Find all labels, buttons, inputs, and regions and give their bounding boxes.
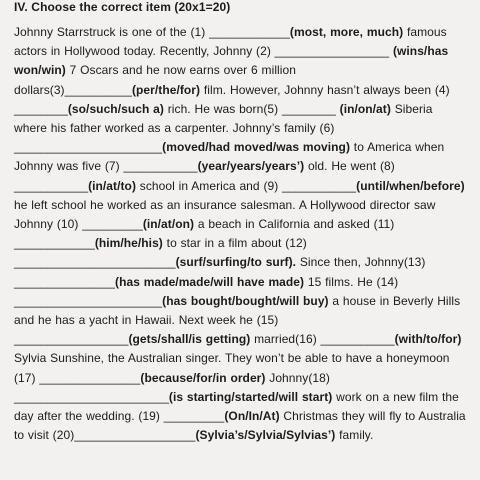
passage-text: old. He went (8) ___________ (14, 159, 395, 193)
passage-text: school in America and (9) ___________ (136, 178, 357, 193)
passage-text: a house in Beverly Hills and he has a yacht in Hawaii. Next week he (15) _________________ (14, 293, 461, 347)
passage-text: Sylvia Sunshine, the Australian singer. They won’t be able to have a honeymoon (17) _______________ (14, 351, 450, 385)
answer-options: (him/he/his) (94, 236, 163, 251)
passage-text: Johnny(18) _______________________ (14, 370, 330, 404)
answer-options: (has made/made/will have made) (115, 274, 305, 289)
answer-options: (gets/shall/is getting) (128, 332, 251, 347)
passage-text: Christmas they will fly to Australia to visit (20)__________________ (14, 409, 466, 443)
passage-text: Johnny Starrstruck is one of the (1) ____________ (14, 25, 290, 39)
answer-options: (until/when/before) (356, 178, 465, 193)
passage-text: to star in a film about (12) ________________________ (14, 236, 307, 270)
answer-options: (Sylvia’s/Sylvia/Sylvias’) (195, 428, 336, 443)
answer-options: (per/the/for) (131, 82, 201, 97)
exercise-heading: IV. Choose the correct item (20x1=20) (14, 0, 231, 14)
answer-options: (year/years/years’) (197, 159, 305, 174)
answer-options: (is starting/started/will start) (168, 389, 333, 404)
answer-options: (in/at/on) (142, 217, 195, 232)
answer-options: (On/In/At) (224, 409, 280, 424)
passage-text: 15 films. He (14) ______________________ (14, 274, 399, 308)
passage-text: married(16) ___________ (250, 332, 395, 347)
answer-options: (in/on/at) (335, 101, 391, 116)
passage-text: film. However, Johnny hasn’t always been (4) ________ (14, 82, 450, 116)
answer-options: (wins/has won/win) (14, 44, 449, 78)
answer-options: (in/at/to) (88, 178, 136, 193)
passage-text: rich. He was born(5) ________ (163, 101, 336, 116)
passage-text: family. (335, 428, 374, 443)
answer-options: (with/to/for) (394, 332, 462, 347)
answer-options: (because/for/in order) (140, 370, 266, 385)
answer-options: (has bought/bought/will buy) (162, 293, 329, 308)
passage-text: a beach in California and asked (11) ____________ (14, 217, 395, 251)
answer-options: (moved/had moved/was moving) (162, 140, 351, 155)
passage-text: to America when Johnny was five (7) ___________ (14, 140, 445, 174)
passage-text: Since then, Johnny(13) _______________ (14, 255, 426, 289)
passage-text: Siberia where his father worked as a carpenter. Johnny’s family (6) ______________________ (14, 101, 433, 155)
passage-text: he left school he worked as an insurance salesman. A Hollywood director saw Johnny (10) _________ (14, 197, 436, 232)
passage-text: 7 Oscars and he now earns over 6 million dollars(3)__________ (14, 63, 296, 97)
passage-text: famous actors in Hollywood today. Recently, Johnny (2) _________________ (14, 25, 447, 59)
answer-options: (so/such/such a) (67, 101, 164, 116)
exercise-passage (14, 23, 466, 445)
passage-text: work on a new film the day after the wedding. (19) _________ (14, 389, 459, 424)
answer-options: (surf/surfing/to surf). (175, 255, 297, 270)
answer-options: (most, more, much) (289, 25, 404, 39)
